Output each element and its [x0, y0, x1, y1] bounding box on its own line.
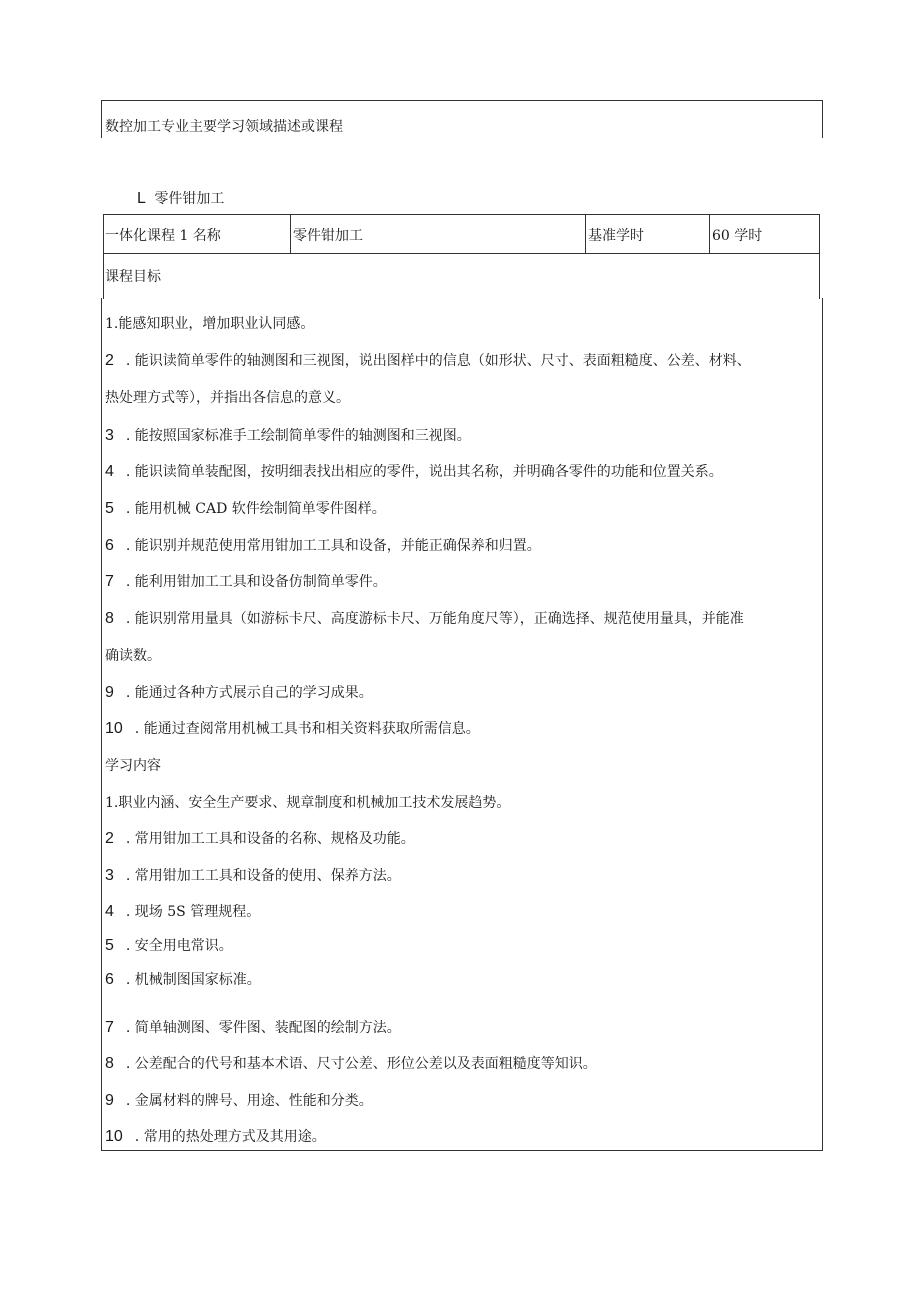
objective-item-4: 4 . 能识读简单装配图，按明细表找出相应的零件，说出其名称，并明确各零件的功能和位置关系。 — [105, 463, 723, 480]
objective-item-2: 2 . 能识读简单零件的轴测图和三视图，说出图样中的信息（如形状、尺寸、表面粗糙度、公差、材料、 — [105, 352, 751, 369]
main-bottom-border — [101, 1150, 823, 1151]
main-right-border — [822, 298, 823, 1151]
content-item-1: 1.职业内涵、安全生产要求、规章制度和机械加工技术发展趋势。 — [105, 795, 511, 811]
objective-item-7: 7 . 能利用钳加工工具和设备仿制简单零件。 — [105, 573, 387, 590]
info-row-divider-1 — [290, 214, 291, 254]
course-heading-marker: L — [137, 190, 146, 207]
main-left-border — [101, 298, 102, 1151]
hours-label: 基准学时 — [588, 228, 644, 244]
course-label: 一体化课程 1 名称 — [105, 228, 221, 244]
hours-value: 60 学时 — [712, 228, 763, 244]
content-item-5: 5 . 安全用电常识。 — [105, 937, 233, 954]
course-value: 零件钳加工 — [293, 228, 363, 244]
objectives-title: 课程目标 — [105, 269, 161, 285]
content-item-10: 10 . 常用的热处理方式及其用途。 — [105, 1128, 326, 1145]
info-row-divider-left — [103, 214, 104, 254]
content-item-2: 2 . 常用钳加工工具和设备的名称、规格及功能。 — [105, 830, 415, 847]
objectives-left-border-top — [103, 253, 104, 299]
objective-item-8-cont: 确读数。 — [105, 648, 161, 664]
objective-item-9: 9 . 能通过各种方式展示自己的学习成果。 — [105, 684, 373, 701]
objective-item-10: 10 . 能通过查阅常用机械工具书和相关资料获取所需信息。 — [105, 720, 480, 737]
header-box-left-border — [101, 100, 102, 138]
content-item-8: 8 . 公差配合的代号和基本术语、尺寸公差、形位公差以及表面粗糙度等知识。 — [105, 1055, 597, 1072]
objective-item-2-cont: 热处理方式等），并指出各信息的意义。 — [105, 390, 350, 406]
content-item-9: 9 . 金属材料的牌号、用途、性能和分类。 — [105, 1092, 373, 1109]
objective-item-6: 6 . 能识别并规范使用常用钳加工工具和设备，并能正确保养和归置。 — [105, 537, 541, 554]
content-item-4: 4 . 现场 5S 管理规程。 — [105, 903, 261, 920]
info-row-divider-right — [819, 214, 820, 254]
objective-item-1: 1.能感知职业，增加职业认同感。 — [105, 316, 315, 332]
course-heading — [137, 190, 224, 208]
header-box-top-border — [101, 100, 823, 101]
info-row-bottom-border — [103, 253, 820, 254]
header-box-right-border — [822, 100, 823, 138]
info-row-divider-3 — [709, 214, 710, 254]
info-row-divider-2 — [585, 214, 586, 254]
header-title: 数控加工专业主要学习领域描述或课程 — [105, 119, 343, 135]
objective-item-3: 3 . 能按照国家标准手工绘制简单零件的轴测图和三视图。 — [105, 427, 471, 444]
course-heading-name: 零件钳加工 — [154, 191, 225, 207]
content-item-3: 3 . 常用钳加工工具和设备的使用、保养方法。 — [105, 867, 401, 884]
objective-item-8: 8 . 能识别常用量具（如游标卡尺、高度游标卡尺、万能角度尺等），正确选择、规范使用量具，并能准 — [105, 610, 744, 627]
objective-item-5: 5 . 能用机械 CAD 软件绘制简单零件图样。 — [105, 500, 386, 517]
content-item-7: 7 . 简单轴测图、零件图、装配图的绘制方法。 — [105, 1019, 401, 1036]
objectives-right-border-top — [819, 253, 820, 299]
info-row-top-border — [103, 214, 820, 215]
content-item-6: 6 . 机械制图国家标准。 — [105, 971, 261, 988]
content-title: 学习内容 — [105, 758, 161, 774]
